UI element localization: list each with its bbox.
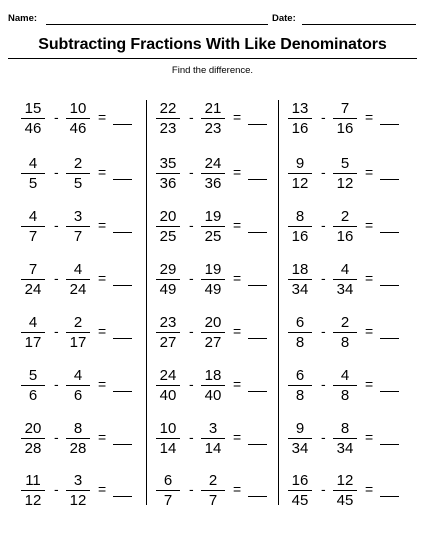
denominator: 7 [163, 492, 173, 509]
subtraction-problem [155, 367, 280, 407]
equals-sign: = [365, 481, 374, 497]
minus-sign: - [54, 217, 59, 233]
minus-sign: - [189, 109, 194, 125]
minus-sign: - [54, 164, 59, 180]
answer-blank[interactable] [380, 496, 399, 497]
denominator: 12 [291, 175, 309, 192]
subtraction-problem [20, 420, 145, 460]
numerator: 8 [295, 208, 305, 225]
minus-sign: - [321, 429, 326, 445]
equals-sign: = [365, 270, 374, 286]
minuend-fraction [20, 155, 46, 192]
denominator: 25 [159, 228, 177, 245]
equals-sign: = [233, 217, 242, 233]
minus-sign: - [189, 481, 194, 497]
fraction-bar [66, 118, 90, 119]
subtrahend-fraction [200, 261, 226, 298]
numerator: 6 [295, 367, 305, 384]
equals-sign: = [365, 109, 374, 125]
minus-sign: - [321, 323, 326, 339]
worksheet-title: Subtracting Fractions With Like Denominators [38, 36, 387, 53]
fraction-bar [288, 279, 312, 280]
minus-sign: - [189, 429, 194, 445]
denominator: 49 [159, 281, 177, 298]
fraction-bar [201, 279, 225, 280]
fraction-bar [201, 118, 225, 119]
numerator: 4 [73, 261, 83, 278]
equals-sign: = [98, 376, 107, 392]
denominator: 6 [28, 387, 38, 404]
fraction-bar [201, 438, 225, 439]
numerator: 24 [159, 367, 177, 384]
answer-blank[interactable] [113, 179, 132, 180]
numerator: 20 [159, 208, 177, 225]
minuend-fraction [155, 155, 181, 192]
subtrahend-fraction [200, 208, 226, 245]
subtraction-problem [287, 367, 412, 407]
fraction-bar [21, 279, 45, 280]
answer-blank[interactable] [248, 285, 267, 286]
minuend-fraction [20, 100, 46, 137]
numerator: 20 [204, 314, 222, 331]
minus-sign: - [189, 270, 194, 286]
minuend-fraction [287, 100, 313, 137]
denominator: 40 [159, 387, 177, 404]
subtraction-problem [20, 155, 145, 195]
denominator: 8 [295, 387, 305, 404]
equals-sign: = [98, 481, 107, 497]
fraction-bar [66, 226, 90, 227]
denominator: 34 [291, 281, 309, 298]
minuend-fraction [155, 420, 181, 457]
fraction-bar [156, 226, 180, 227]
numerator: 2 [340, 314, 350, 331]
numerator: 2 [73, 155, 83, 172]
name-field[interactable] [46, 24, 268, 25]
numerator: 3 [208, 420, 218, 437]
fraction-bar [21, 385, 45, 386]
minuend-fraction [287, 367, 313, 404]
denominator: 16 [291, 120, 309, 137]
subtraction-problem [155, 100, 280, 140]
fraction-bar [333, 279, 357, 280]
fraction-bar [333, 118, 357, 119]
numerator: 19 [204, 261, 222, 278]
minuend-fraction [155, 367, 181, 404]
equals-sign: = [233, 481, 242, 497]
minuend-fraction [20, 367, 46, 404]
numerator: 15 [24, 100, 42, 117]
equals-sign: = [98, 270, 107, 286]
subtrahend-fraction [65, 472, 91, 509]
denominator: 34 [336, 440, 354, 457]
fraction-bar [201, 226, 225, 227]
subtrahend-fraction [65, 261, 91, 298]
minuend-fraction [20, 261, 46, 298]
fraction-bar [21, 118, 45, 119]
minus-sign: - [54, 376, 59, 392]
fraction-bar [333, 173, 357, 174]
numerator: 21 [204, 100, 222, 117]
equals-sign: = [98, 217, 107, 233]
denominator: 5 [73, 175, 83, 192]
minus-sign: - [321, 109, 326, 125]
fraction-bar [66, 279, 90, 280]
subtraction-problem [287, 420, 412, 460]
numerator: 20 [24, 420, 42, 437]
fraction-bar [66, 385, 90, 386]
minus-sign: - [321, 376, 326, 392]
minuend-fraction [155, 472, 181, 509]
numerator: 4 [28, 155, 38, 172]
subtrahend-fraction [332, 155, 358, 192]
minuend-fraction [155, 208, 181, 245]
subtrahend-fraction [332, 314, 358, 351]
denominator: 24 [24, 281, 42, 298]
subtraction-problem [155, 261, 280, 301]
subtraction-problem [155, 420, 280, 460]
numerator: 2 [73, 314, 83, 331]
subtraction-problem [155, 208, 280, 248]
minus-sign: - [54, 481, 59, 497]
minus-sign: - [54, 109, 59, 125]
worksheet-header [8, 11, 417, 27]
answer-blank[interactable] [113, 285, 132, 286]
fraction-bar [201, 173, 225, 174]
fraction-bar [288, 332, 312, 333]
denominator: 12 [24, 492, 42, 509]
fraction-bar [66, 173, 90, 174]
minuend-fraction [155, 314, 181, 351]
subtrahend-fraction [200, 155, 226, 192]
denominator: 7 [208, 492, 218, 509]
fraction-bar [156, 385, 180, 386]
denominator: 8 [295, 334, 305, 351]
answer-blank[interactable] [113, 124, 132, 125]
subtraction-problem [20, 367, 145, 407]
minuend-fraction [287, 208, 313, 245]
equals-sign: = [365, 323, 374, 339]
denominator: 17 [69, 334, 87, 351]
numerator: 11 [25, 472, 41, 489]
answer-blank[interactable] [248, 232, 267, 233]
date-field[interactable] [302, 24, 416, 25]
numerator: 7 [340, 100, 350, 117]
subtraction-problem [287, 155, 412, 195]
numerator: 6 [295, 314, 305, 331]
minus-sign: - [189, 164, 194, 180]
answer-blank[interactable] [113, 232, 132, 233]
fraction-bar [201, 385, 225, 386]
equals-sign: = [233, 164, 242, 180]
subtraction-problem [155, 155, 280, 195]
minuend-fraction [155, 100, 181, 137]
denominator: 46 [69, 120, 87, 137]
denominator: 27 [159, 334, 177, 351]
minuend-fraction [287, 261, 313, 298]
fraction-bar [288, 438, 312, 439]
denominator: 45 [291, 492, 309, 509]
minuend-fraction [20, 420, 46, 457]
subtrahend-fraction [65, 100, 91, 137]
numerator: 4 [28, 314, 38, 331]
minuend-fraction [287, 314, 313, 351]
denominator: 16 [291, 228, 309, 245]
denominator: 14 [204, 440, 222, 457]
numerator: 35 [159, 155, 177, 172]
numerator: 10 [159, 420, 177, 437]
subtrahend-fraction [65, 155, 91, 192]
answer-blank[interactable] [380, 179, 399, 180]
denominator: 5 [28, 175, 38, 192]
subtrahend-fraction [65, 367, 91, 404]
fraction-bar [156, 118, 180, 119]
denominator: 23 [204, 120, 222, 137]
numerator: 8 [340, 420, 350, 437]
fraction-bar [156, 438, 180, 439]
subtrahend-fraction [200, 100, 226, 137]
subtraction-problem [287, 314, 412, 354]
numerator: 5 [340, 155, 350, 172]
subtrahend-fraction [332, 261, 358, 298]
denominator: 7 [28, 228, 38, 245]
subtrahend-fraction [200, 367, 226, 404]
denominator: 27 [204, 334, 222, 351]
answer-blank[interactable] [380, 232, 399, 233]
equals-sign: = [233, 429, 242, 445]
numerator: 13 [291, 100, 309, 117]
numerator: 12 [336, 472, 354, 489]
numerator: 23 [159, 314, 177, 331]
subtrahend-fraction [65, 208, 91, 245]
answer-blank[interactable] [113, 444, 132, 445]
denominator: 14 [159, 440, 177, 457]
denominator: 34 [336, 281, 354, 298]
fraction-bar [21, 438, 45, 439]
minuend-fraction [287, 155, 313, 192]
equals-sign: = [365, 217, 374, 233]
equals-sign: = [365, 164, 374, 180]
denominator: 46 [24, 120, 42, 137]
numerator: 16 [291, 472, 309, 489]
answer-blank[interactable] [248, 391, 267, 392]
denominator: 12 [336, 175, 354, 192]
denominator: 45 [336, 492, 354, 509]
fraction-bar [288, 118, 312, 119]
answer-blank[interactable] [113, 496, 132, 497]
numerator: 4 [340, 367, 350, 384]
minuend-fraction [155, 261, 181, 298]
numerator: 19 [204, 208, 222, 225]
equals-sign: = [233, 270, 242, 286]
fraction-bar [66, 438, 90, 439]
minus-sign: - [189, 217, 194, 233]
subtrahend-fraction [332, 472, 358, 509]
answer-blank[interactable] [380, 124, 399, 125]
fraction-bar [333, 490, 357, 491]
equals-sign: = [365, 376, 374, 392]
minus-sign: - [54, 323, 59, 339]
denominator: 34 [291, 440, 309, 457]
minus-sign: - [321, 217, 326, 233]
answer-blank[interactable] [380, 285, 399, 286]
fraction-bar [288, 385, 312, 386]
minuend-fraction [287, 472, 313, 509]
answer-blank[interactable] [113, 338, 132, 339]
subtrahend-fraction [200, 472, 226, 509]
numerator: 18 [291, 261, 309, 278]
numerator: 10 [69, 100, 87, 117]
subtraction-problem [20, 472, 145, 512]
denominator: 49 [204, 281, 222, 298]
fraction-bar [288, 173, 312, 174]
denominator: 36 [159, 175, 177, 192]
subtraction-problem [287, 208, 412, 248]
numerator: 6 [163, 472, 173, 489]
denominator: 24 [69, 281, 87, 298]
fraction-bar [21, 490, 45, 491]
denominator: 23 [159, 120, 177, 137]
denominator: 8 [340, 334, 350, 351]
fraction-bar [21, 226, 45, 227]
denominator: 36 [204, 175, 222, 192]
minuend-fraction [20, 472, 46, 509]
fraction-bar [21, 173, 45, 174]
column-divider [146, 100, 147, 505]
subtraction-problem [20, 314, 145, 354]
numerator: 2 [340, 208, 350, 225]
denominator: 28 [24, 440, 42, 457]
equals-sign: = [98, 429, 107, 445]
answer-blank[interactable] [248, 179, 267, 180]
numerator: 3 [73, 472, 83, 489]
numerator: 4 [28, 208, 38, 225]
answer-blank[interactable] [380, 338, 399, 339]
subtraction-problem [20, 100, 145, 140]
subtraction-problem [287, 261, 412, 301]
fraction-bar [156, 490, 180, 491]
denominator: 40 [204, 387, 222, 404]
equals-sign: = [98, 323, 107, 339]
equals-sign: = [233, 109, 242, 125]
answer-blank[interactable] [248, 444, 267, 445]
instructions: Find the difference. [171, 65, 254, 76]
equals-sign: = [365, 429, 374, 445]
numerator: 4 [340, 261, 350, 278]
subtrahend-fraction [332, 367, 358, 404]
fraction-bar [156, 279, 180, 280]
subtraction-problem [155, 314, 280, 354]
numerator: 7 [28, 261, 38, 278]
subtrahend-fraction [65, 314, 91, 351]
answer-blank[interactable] [248, 338, 267, 339]
answer-blank[interactable] [113, 391, 132, 392]
name-label: Name: [8, 13, 38, 24]
date-label: Date: [272, 13, 296, 24]
denominator: 17 [24, 334, 42, 351]
fraction-bar [288, 490, 312, 491]
minus-sign: - [321, 481, 326, 497]
denominator: 7 [73, 228, 83, 245]
subtraction-problem [155, 472, 280, 512]
minus-sign: - [54, 270, 59, 286]
minus-sign: - [189, 323, 194, 339]
numerator: 29 [159, 261, 177, 278]
minuend-fraction [20, 208, 46, 245]
minuend-fraction [20, 314, 46, 351]
denominator: 16 [336, 120, 354, 137]
answer-blank[interactable] [248, 124, 267, 125]
numerator: 4 [73, 367, 83, 384]
subtrahend-fraction [332, 208, 358, 245]
numerator: 3 [73, 208, 83, 225]
numerator: 8 [73, 420, 83, 437]
fraction-bar [333, 385, 357, 386]
denominator: 16 [336, 228, 354, 245]
subtrahend-fraction [332, 420, 358, 457]
fraction-bar [66, 490, 90, 491]
denominator: 8 [340, 387, 350, 404]
subtrahend-fraction [332, 100, 358, 137]
numerator: 2 [208, 472, 218, 489]
fraction-bar [156, 173, 180, 174]
subtrahend-fraction [200, 314, 226, 351]
fraction-bar [288, 226, 312, 227]
numerator: 22 [159, 100, 177, 117]
equals-sign: = [233, 376, 242, 392]
subtraction-problem [20, 261, 145, 301]
equals-sign: = [98, 164, 107, 180]
fraction-bar [333, 438, 357, 439]
fraction-bar [201, 490, 225, 491]
minuend-fraction [287, 420, 313, 457]
denominator: 12 [69, 492, 87, 509]
numerator: 5 [28, 367, 38, 384]
fraction-bar [333, 226, 357, 227]
minus-sign: - [321, 164, 326, 180]
answer-blank[interactable] [380, 391, 399, 392]
numerator: 18 [204, 367, 222, 384]
numerator: 9 [295, 420, 305, 437]
numerator: 24 [204, 155, 222, 172]
minus-sign: - [321, 270, 326, 286]
subtrahend-fraction [200, 420, 226, 457]
answer-blank[interactable] [248, 496, 267, 497]
fraction-bar [333, 332, 357, 333]
denominator: 6 [73, 387, 83, 404]
equals-sign: = [98, 109, 107, 125]
numerator: 9 [295, 155, 305, 172]
fraction-bar [201, 332, 225, 333]
answer-blank[interactable] [380, 444, 399, 445]
denominator: 28 [69, 440, 87, 457]
subtraction-problem [287, 472, 412, 512]
subtraction-problem [20, 208, 145, 248]
subtrahend-fraction [65, 420, 91, 457]
title-divider [8, 58, 417, 59]
fraction-bar [66, 332, 90, 333]
denominator: 25 [204, 228, 222, 245]
fraction-bar [156, 332, 180, 333]
subtraction-problem [287, 100, 412, 140]
fraction-bar [21, 332, 45, 333]
minus-sign: - [189, 376, 194, 392]
equals-sign: = [233, 323, 242, 339]
minus-sign: - [54, 429, 59, 445]
